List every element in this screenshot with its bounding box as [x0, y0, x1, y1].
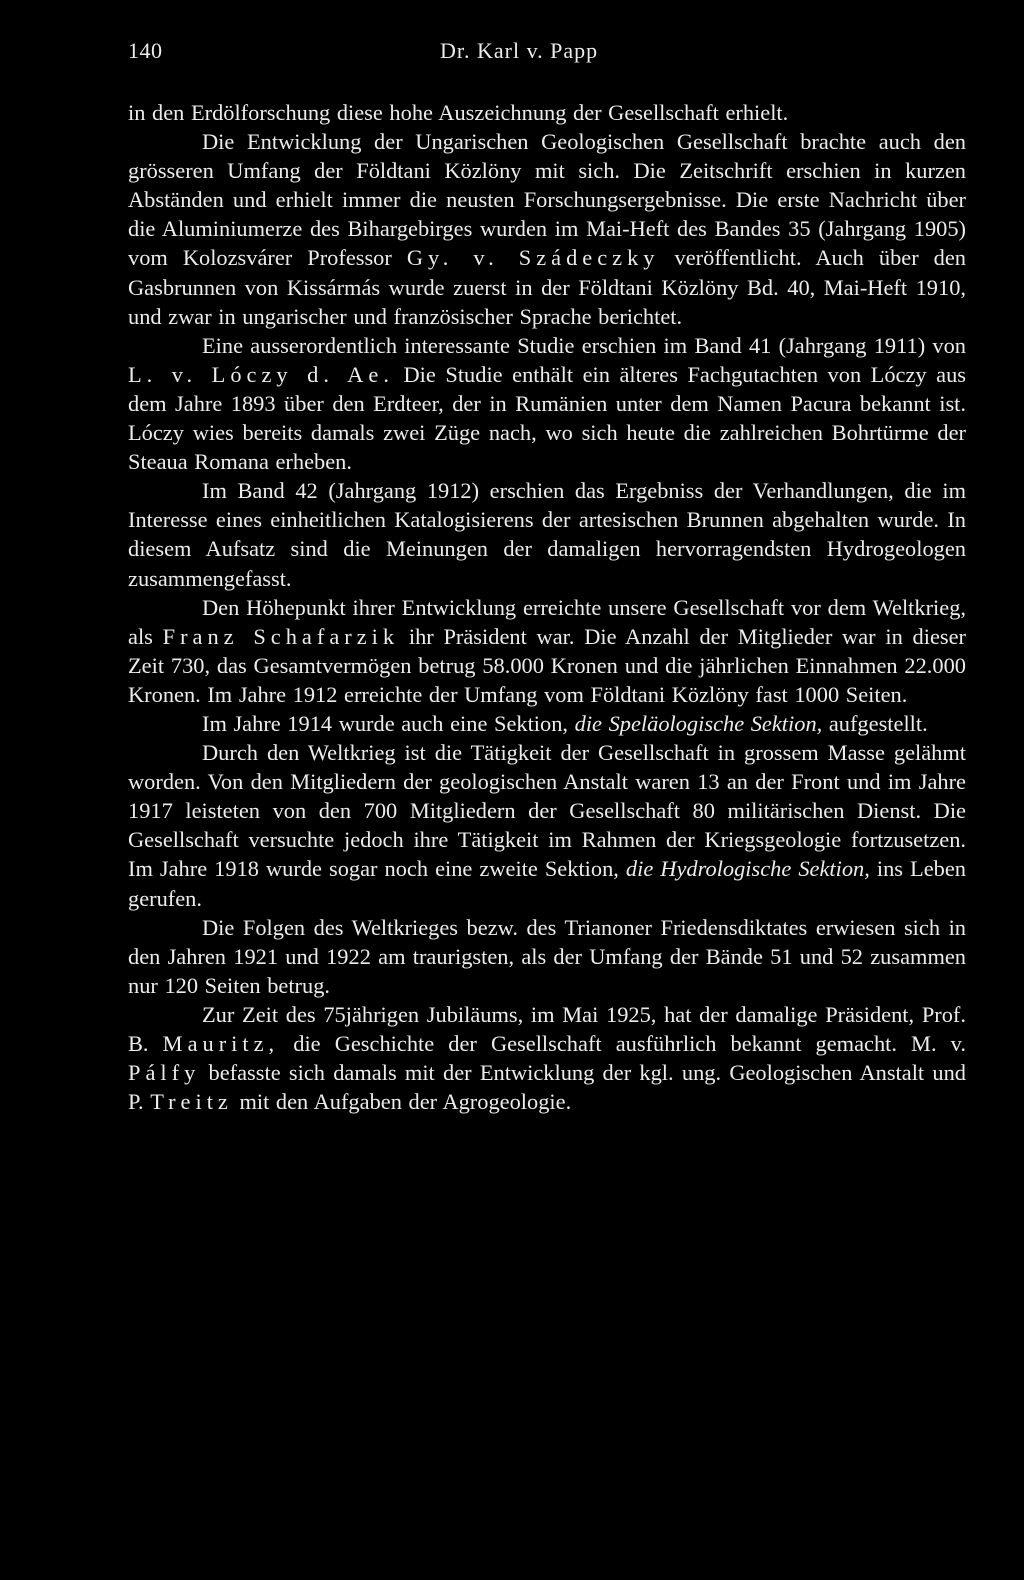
paragraph-1-text: in den Erdölforschung diese hohe Auszeichnung der Gesellschaft erhielt. — [128, 100, 789, 125]
author-name-treitz: Treitz — [150, 1089, 233, 1115]
paragraph-2 — [128, 127, 966, 331]
paragraph-9-text-e: befasste sich damals mit der Entwicklung der kgl. ung. Geologischen Anstalt und P. — [128, 1060, 966, 1115]
body-text — [128, 98, 966, 1116]
section-name-speleology: die Speläologische Sektion, — [574, 710, 823, 736]
paragraph-9-text-g: mit den Aufgaben der Agrogeologie. — [239, 1089, 572, 1115]
paragraph-5-text-c: ihr Präsident war. Die Anzahl der Mitglieder war in dieser Zeit 730, das Gesamtvermögen betrug 58.000 Kronen und die jährlichen Einnahmen 22.000 Kronen. Im Jahre 1912 erreichte der Umfang vom Földtani Közlöny fast 1000 Seiten. — [128, 623, 966, 707]
paragraph-9-text-c: die Geschichte der Gesellschaft ausführlich bekannt gemacht. M. v. — [293, 1031, 966, 1056]
paragraph-6 — [128, 709, 966, 738]
paragraph-4-text: Im Band 42 (Jahrgang 1912) erschien das Ergebniss der Verhandlungen, die im Interesse eines einheitlichen Katalogisierens der artesischen Brunnen abgehalten wurde. In diesem Aufsatz sind die Meinungen der damaligen hervorragendsten Hydrogeologen zusammengefasst. — [128, 478, 966, 591]
author-name-palfy: Pálfy — [128, 1060, 201, 1086]
paragraph-9 — [128, 1000, 966, 1116]
author-name-loczy: L. v. Lóczy d. Ae. — [128, 361, 394, 387]
paragraph-4 — [128, 476, 966, 592]
paragraph-8-text: Die Folgen des Weltkrieges bezw. des Trianoner Friedensdiktates erwiesen sich in den Jahren 1921 und 1922 am traurigsten, als der Umfang der Bände 51 und 52 zusammen nur 120 Seiten betrug. — [128, 914, 966, 998]
paragraph-1 — [128, 98, 966, 127]
paragraph-6-text-c: aufgestellt. — [828, 710, 928, 736]
paragraph-6-text-a: Im Jahre 1914 wurde auch eine Sektion, — [202, 710, 569, 736]
paragraph-2-text-a: Die Entwicklung der Ungarischen Geologischen Gesellschaft brachte auch den grösseren Umfang der Földtani Közlöny mit sich. Die Zeitschrift erschien in kurzen Abständen und erhielt immer die neusten Forschungsergebnisse. Die erste Nachricht über die Aluminiumerze des Bihargebirges wurden im Mai-Heft des Bandes 35 (Jahrgang 1905) vom Kolozsvárer Professor — [128, 129, 966, 271]
paragraph-9-text-a: Zur Zeit des 75jährigen Jubiläums, im Mai 1925, hat der damalige Präsident, Prof. B. — [128, 1001, 966, 1056]
page-header — [128, 38, 964, 68]
author-name-szadeczky: Gy. v. Szádeczky — [406, 245, 660, 271]
paragraph-5-text-a: Den Höhepunkt ihrer Entwicklung erreichte unsere Gesellschaft vor dem Weltkrieg, als — [128, 594, 966, 649]
paragraph-7-text-c: ins Leben gerufen. — [128, 856, 966, 911]
page-number: 140 — [128, 38, 163, 63]
paragraph-2-text-c: veröffentlicht. Auch über den Gasbrunnen von Kissármás wurde zuerst in der Földtani Közlöny Bd. 40, Mai-Heft 1910, und zwar in ungarischer und französischer Sprache berichtet. — [128, 245, 967, 329]
author-name-schafarzik: Franz Schafarzik — [162, 623, 400, 649]
author-name-mauritz: Mauritz, — [162, 1031, 280, 1056]
paragraph-3-text-c: Die Studie enthält ein älteres Fachgutachten von Lóczy aus dem Jahre 1893 über den Erdteer, der in Rumänien unter dem Namen Pacura bekannt ist. Lóczy wies bereits damals zwei Züge nach, wo sich heute die zahlreichen Bohrtürme der Steaua Romana erheben. — [128, 361, 966, 475]
paragraph-3-text-a: Eine ausserordentlich interessante Studie erschien im Band 41 (Jahrgang 1911) von — [202, 332, 966, 358]
paragraph-7-text-a: Durch den Weltkrieg ist die Tätigkeit der Gesellschaft in grossem Masse gelähmt worden. Von den Mitgliedern der geologischen Anstalt waren 13 an der Front und im Jahre 1917 leisteten von den 700 Mitgliedern der Gesellschaft 80 militärischen Dienst. Die Gesellschaft versuchte jedoch ihre Tätigkeit im Rahmen der Kriegsgeologie fortzusetzen. Im Jahre 1918 wurde sogar noch eine zweite Sektion, — [128, 740, 966, 882]
paragraph-5 — [128, 593, 966, 709]
section-name-hydrology: die Hydrologische Sektion, — [625, 856, 870, 882]
paragraph-3 — [128, 331, 966, 476]
paragraph-8 — [128, 913, 966, 1000]
running-head: Dr. Karl v. Papp — [440, 38, 599, 63]
paragraph-7 — [128, 738, 966, 913]
